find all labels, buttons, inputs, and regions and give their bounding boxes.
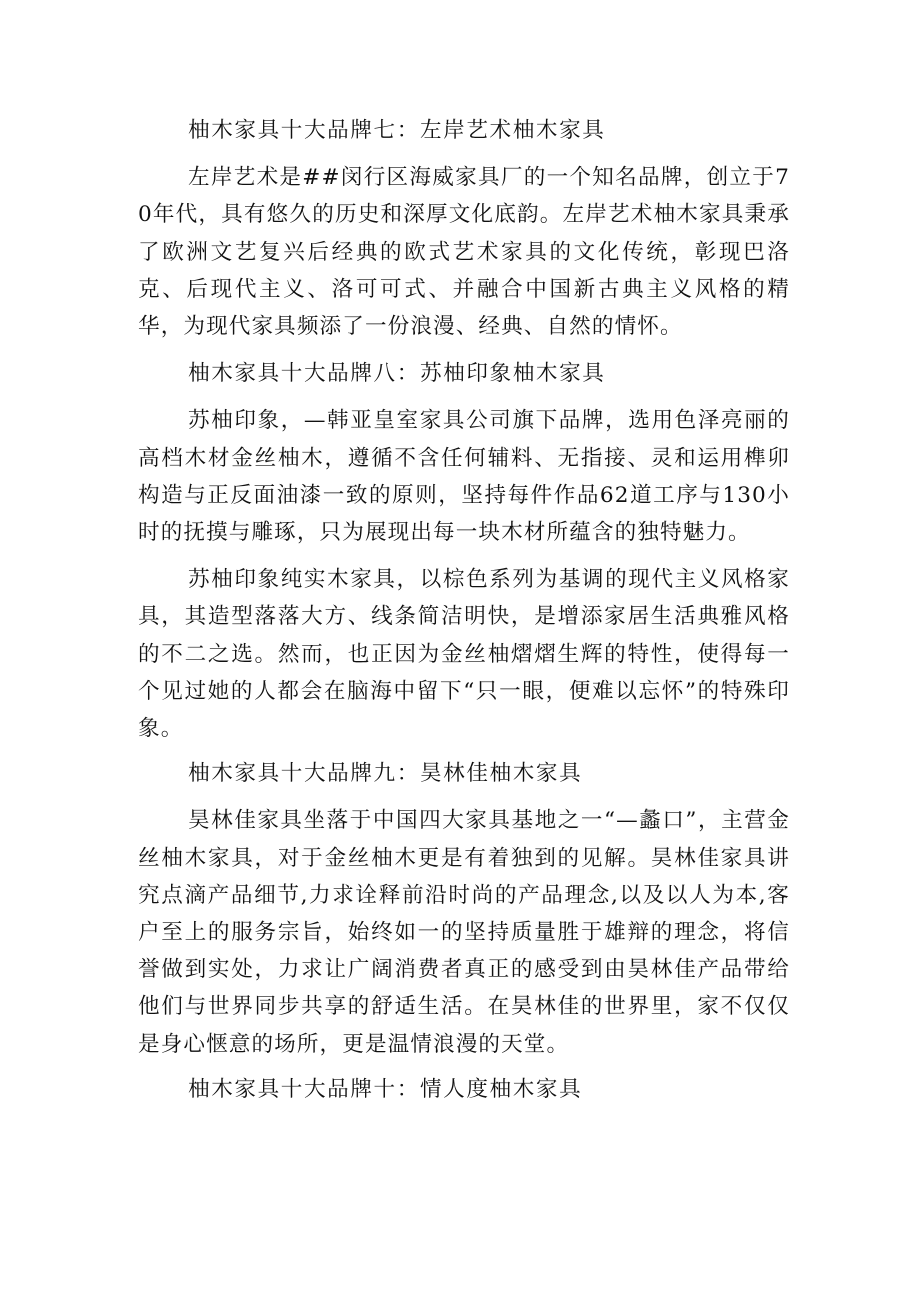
section-heading-brand-7: 柚木家具十大品牌七：左岸艺术柚木家具 <box>188 118 606 143</box>
section-heading-brand-8: 柚木家具十大品牌八：苏柚印象柚木家具 <box>188 361 606 387</box>
paragraph-brand-8-description: 苏柚印象，—韩亚皇室家具公司旗下品牌，选用色泽亮丽的高档木材金丝柚木，遵循不含任何辅料、无指接、灵和运用榫卯构造与正反面油漆一致的原则，坚持每件作品62道工序与130小时的抚摸与雕琢，只为展现出每一块木材所蕴含的独特魅力。 <box>138 408 790 546</box>
document-body <box>138 112 790 1118</box>
paragraph-brand-7-description: 左岸艺术是##闵行区海威家具厂的一个知名品牌，创立于70年代，具有悠久的历史和深厚文化底韵。左岸艺术柚木家具秉承了欧洲文艺复兴后经典的欧式艺术家具的文化传统，彰现巴洛克、后现代主义、洛可可式、并融合中国新古典主义风格的精华，为现代家具频添了一份浪漫、经典、自然的情怀。 <box>138 165 790 340</box>
paragraph-brand-9-description: 昊林佳家具坐落于中国四大家具基地之一“—蠡口”，主营金丝柚木家具，对于金丝柚木更是有着独到的见解。昊林佳家具讲究点滴产品细节,力求诠释前沿时尚的产品理念,以及以人为本,客户至上的服务宗旨，始终如一的坚持质量胜于雄辩的理念，将信誉做到实处，力求让广阔消费者真正的感受到由昊林佳产品带给他们与世界同步共享的舒适生活。在昊林佳的世界里，家不仅仅是身心惬意的场所，更是温情浪漫的天堂。 <box>138 808 790 1057</box>
section-heading-brand-10: 柚木家具十大品牌十：情人度柚木家具 <box>188 1076 583 1102</box>
paragraph-brand-8-style: 苏柚印象纯实木家具，以棕色系列为基调的现代主义风格家具，其造型落落大方、线条简洁明快，是增添家居生活典雅风格的不二之选。然而，也正因为金丝柚熠熠生辉的特性，使得每一个见过她的人都会在脑海中留下“只一眼，便难以忘怀”的特殊印象。 <box>138 567 790 742</box>
section-heading-brand-9: 柚木家具十大品牌九：昊林佳柚木家具 <box>188 761 583 787</box>
